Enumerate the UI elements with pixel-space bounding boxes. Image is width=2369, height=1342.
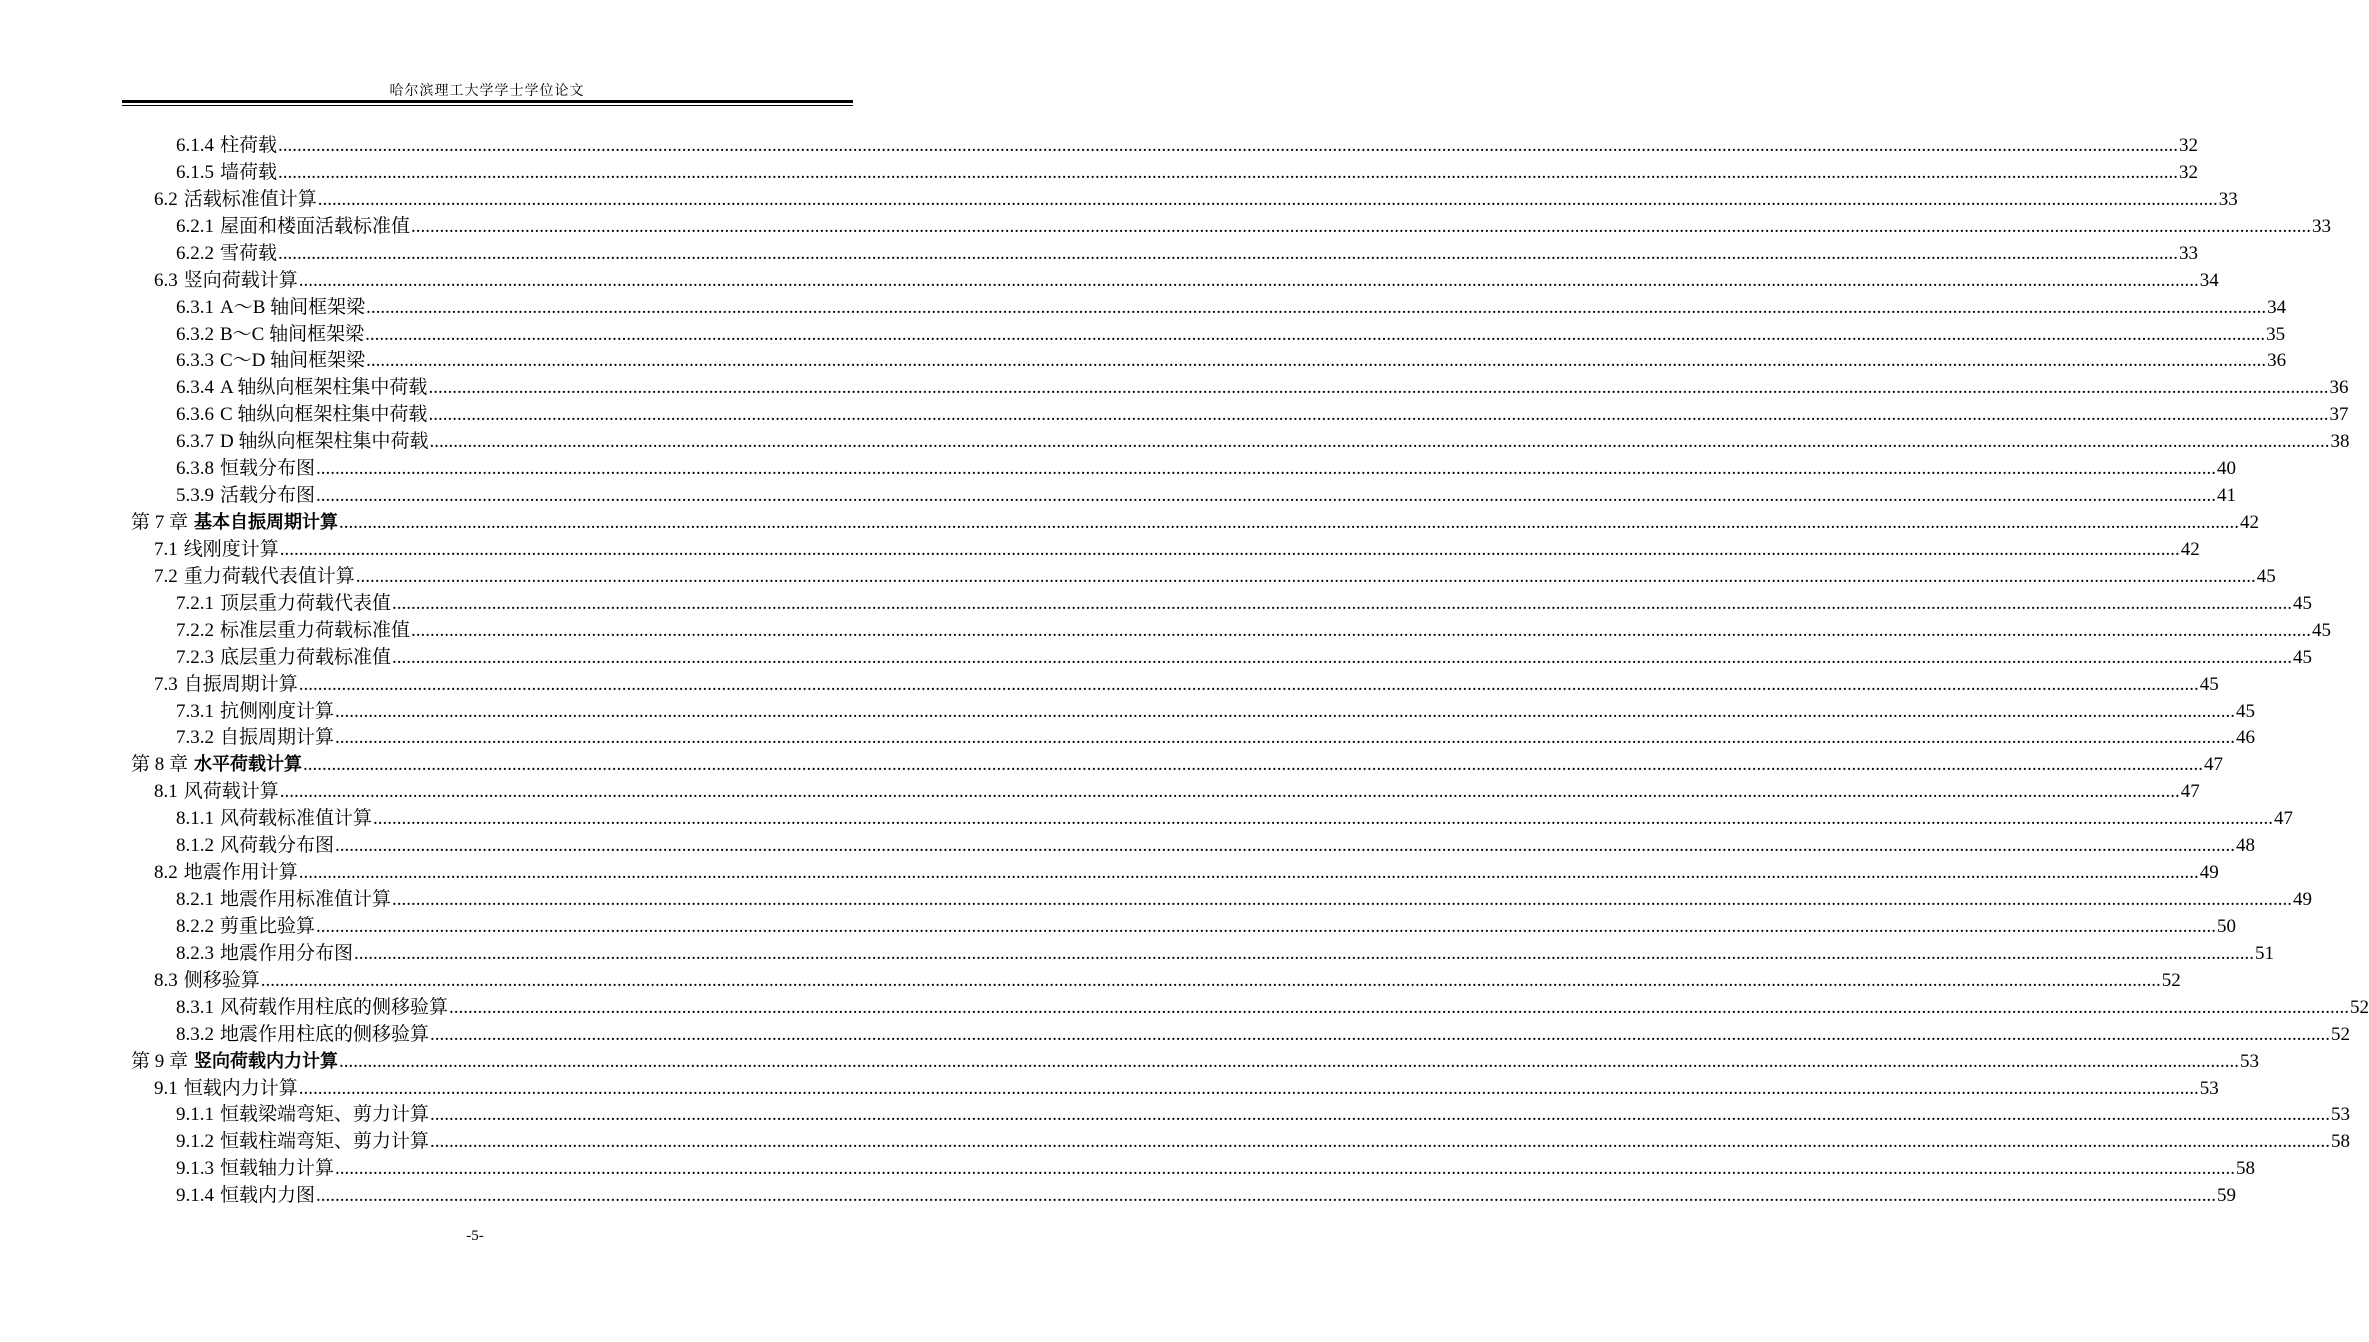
toc-entry-number: 7.3.2 xyxy=(176,727,214,749)
toc-entry-number: 7.3 xyxy=(154,673,178,695)
toc-entry-number: 6.3.7 xyxy=(176,431,214,453)
toc-dot-leader: ................................................................................................................................................................................................................................................................................................................................................................................................................ xyxy=(392,889,2293,911)
toc-entry-page: 45 xyxy=(2199,673,2219,695)
toc-entry-title: A～B 轴间框架梁 xyxy=(220,296,366,318)
toc-entry[interactable] xyxy=(0,294,2287,321)
toc-entry-label xyxy=(176,321,364,348)
toc-entry-page: 32 xyxy=(2179,161,2199,183)
toc-entry-label xyxy=(176,644,391,671)
toc-entry-page: 38 xyxy=(2330,431,2350,453)
toc-dot-leader: ................................................................................................................................................................................................................................................................................................................................................................................................................ xyxy=(335,727,2236,749)
toc-entry-title: 自振周期计算 xyxy=(183,673,298,695)
toc-entry-label xyxy=(176,805,372,832)
toc-entry-title: 标准层重力荷载标准值 xyxy=(220,619,411,641)
toc-entry-label xyxy=(176,1128,429,1155)
toc-dot-leader: ................................................................................................................................................................................................................................................................................................................................................................................................................ xyxy=(316,485,2217,507)
toc-entry-title: 地震作用分布图 xyxy=(220,942,354,964)
toc-dot-leader: ................................................................................................................................................................................................................................................................................................................................................................................................................ xyxy=(279,781,2180,803)
toc-entry-page: 45 xyxy=(2236,700,2256,722)
toc-dot-leader: ................................................................................................................................................................................................................................................................................................................................................................................................................ xyxy=(429,431,2330,453)
toc-dot-leader: ................................................................................................................................................................................................................................................................................................................................................................................................................ xyxy=(298,1077,2199,1099)
toc-entry[interactable] xyxy=(0,159,2199,186)
toc-entry-number: 第 9 章 xyxy=(131,1050,189,1072)
toc-dot-leader: ................................................................................................................................................................................................................................................................................................................................................................................................................ xyxy=(298,673,2199,695)
toc-entry-title: 恒载梁端弯矩、剪力计算 xyxy=(220,1104,430,1126)
toc-entry-number: 7.1 xyxy=(154,538,178,560)
toc-entry-title: B～C 轴间框架梁 xyxy=(220,323,365,345)
toc-entry-number: 6.3 xyxy=(154,269,178,291)
toc-entry-label xyxy=(176,240,277,267)
toc-entry-title: 重力荷载代表值计算 xyxy=(183,565,355,587)
toc-entry[interactable] xyxy=(0,859,2219,886)
toc-entry-number: 6.3.3 xyxy=(176,350,214,372)
toc-dot-leader: ................................................................................................................................................................................................................................................................................................................................................................................................................ xyxy=(366,296,2267,318)
toc-entry-title: 雪荷载 xyxy=(220,242,278,264)
toc-entry[interactable] xyxy=(0,1021,2351,1048)
toc-entry-number: 6.1.4 xyxy=(176,135,214,156)
toc-entry-label xyxy=(154,267,298,294)
toc-entry-title: 恒载柱端弯矩、剪力计算 xyxy=(220,1131,430,1153)
toc-entry-number: 8.2.1 xyxy=(176,889,214,911)
toc-entry-number: 7.2.1 xyxy=(176,592,214,614)
toc-entry-page: 58 xyxy=(2331,1131,2351,1153)
toc-entry-number: 第 7 章 xyxy=(131,512,189,534)
toc-entry-title: 活载分布图 xyxy=(220,485,316,507)
toc-entry-page: 47 xyxy=(2180,781,2200,803)
toc-entry-page: 35 xyxy=(2266,323,2286,345)
toc-entry-label xyxy=(176,913,315,940)
toc-entry-page: 40 xyxy=(2217,458,2237,480)
toc-entry-number: 9.1.4 xyxy=(176,1185,214,1207)
toc-entry-title: 自振周期计算 xyxy=(220,727,335,749)
toc-dot-leader: ................................................................................................................................................................................................................................................................................................................................................................................................................ xyxy=(339,1050,2240,1072)
toc-entry-label xyxy=(131,509,338,536)
toc-entry-number: 8.2 xyxy=(154,862,178,884)
toc-entry[interactable] xyxy=(0,186,2238,213)
toc-dot-leader: ................................................................................................................................................................................................................................................................................................................................................................................................................ xyxy=(317,188,2218,210)
toc-entry-title: 活载标准值计算 xyxy=(183,188,317,210)
toc-entry-page: 53 xyxy=(2240,1050,2260,1072)
toc-entry-page: 32 xyxy=(2179,135,2199,156)
toc-entry[interactable] xyxy=(0,698,2256,725)
toc-entry-label xyxy=(176,1155,334,1182)
toc-entry-number: 6.1.5 xyxy=(176,161,214,183)
toc-entry-number: 9.1.2 xyxy=(176,1131,214,1153)
toc-entry[interactable] xyxy=(0,509,2260,536)
toc-entry-label xyxy=(154,671,298,698)
toc-entry[interactable] xyxy=(0,967,2181,994)
toc-entry-title: 剪重比验算 xyxy=(220,915,316,937)
toc-dot-leader: ................................................................................................................................................................................................................................................................................................................................................................................................................ xyxy=(316,1185,2217,1207)
toc-entry-label xyxy=(176,886,391,913)
toc-dot-leader: ................................................................................................................................................................................................................................................................................................................................................................................................................ xyxy=(428,377,2329,399)
toc-entry-label xyxy=(176,455,315,482)
toc-dot-leader: ................................................................................................................................................................................................................................................................................................................................................................................................................ xyxy=(298,269,2199,291)
toc-entry-page: 41 xyxy=(2217,485,2237,507)
toc-entry-number: 6.2.1 xyxy=(176,215,214,237)
toc-entry-page: 51 xyxy=(2255,942,2275,964)
toc-entry-page: 52 xyxy=(2161,969,2181,991)
toc-entry[interactable] xyxy=(0,751,2224,778)
toc-dot-leader: ................................................................................................................................................................................................................................................................................................................................................................................................................ xyxy=(392,592,2293,614)
toc-entry-number: 7.3.1 xyxy=(176,700,214,722)
toc-entry-label xyxy=(176,1182,315,1209)
toc-entry-page: 36 xyxy=(2329,377,2349,399)
toc-entry-number: 8.1 xyxy=(154,781,178,803)
toc-entry-number: 9.1 xyxy=(154,1077,178,1099)
toc-entry-title: 水平荷载计算 xyxy=(194,754,303,776)
toc-entry-label xyxy=(176,132,277,159)
toc-entry-label xyxy=(176,590,391,617)
toc-entry-label xyxy=(176,994,448,1021)
toc-entry-page: 47 xyxy=(2204,754,2224,776)
toc-entry-title: 墙荷载 xyxy=(220,161,278,183)
toc-entry-number: 6.2 xyxy=(154,188,178,210)
toc-entry-page: 33 xyxy=(2312,215,2332,237)
toc-entry-number: 6.3.8 xyxy=(176,458,214,480)
toc-entry-title: 地震作用标准值计算 xyxy=(220,889,392,911)
toc-dot-leader: ................................................................................................................................................................................................................................................................................................................................................................................................................ xyxy=(335,835,2236,857)
toc-dot-leader: ................................................................................................................................................................................................................................................................................................................................................................................................................ xyxy=(298,862,2199,884)
toc-entry-page: 52 xyxy=(2331,1023,2351,1045)
toc-dot-leader: ................................................................................................................................................................................................................................................................................................................................................................................................................ xyxy=(260,969,2161,991)
toc-entry-label xyxy=(176,374,427,401)
toc-entry-page: 52 xyxy=(2350,996,2369,1018)
toc-entry[interactable] xyxy=(0,455,2237,482)
toc-entry-number: 6.3.2 xyxy=(176,323,214,345)
toc-entry-title: 屋面和楼面活载标准值 xyxy=(220,215,411,237)
toc-entry-page: 50 xyxy=(2217,915,2237,937)
toc-entry-number: 7.2.2 xyxy=(176,619,214,641)
toc-entry-page: 33 xyxy=(2218,188,2238,210)
toc-dot-leader: ................................................................................................................................................................................................................................................................................................................................................................................................................ xyxy=(316,915,2217,937)
toc-entry-page: 48 xyxy=(2236,835,2256,857)
toc-entry[interactable] xyxy=(0,401,2349,428)
toc-entry[interactable] xyxy=(0,482,2237,509)
toc-dot-leader: ................................................................................................................................................................................................................................................................................................................................................................................................................ xyxy=(365,323,2266,345)
toc-entry-page: 42 xyxy=(2240,512,2260,534)
toc-entry[interactable] xyxy=(0,1048,2260,1075)
toc-entry[interactable] xyxy=(0,132,2199,159)
toc-entry-page: 59 xyxy=(2217,1185,2237,1207)
toc-entry[interactable] xyxy=(0,240,2199,267)
toc-entry-label xyxy=(131,1048,338,1075)
toc-entry-title: 风荷载计算 xyxy=(183,781,279,803)
toc-dot-leader: ................................................................................................................................................................................................................................................................................................................................................................................................................ xyxy=(279,538,2180,560)
toc-entry-title: 恒载分布图 xyxy=(220,458,316,480)
toc-dot-leader: ................................................................................................................................................................................................................................................................................................................................................................................................................ xyxy=(278,161,2179,183)
toc-entry[interactable] xyxy=(0,428,2350,455)
toc-entry-title: 线刚度计算 xyxy=(183,538,279,560)
toc-entry-label xyxy=(154,859,298,886)
toc-dot-leader: ................................................................................................................................................................................................................................................................................................................................................................................................................ xyxy=(278,242,2179,264)
toc-dot-leader: ................................................................................................................................................................................................................................................................................................................................................................................................................ xyxy=(339,512,2240,534)
toc-entry-title: C～D 轴间框架梁 xyxy=(220,350,366,372)
header-rule-thin xyxy=(122,105,853,106)
toc-entry-number: 9.1.1 xyxy=(176,1104,214,1126)
toc-entry-title: 恒载内力图 xyxy=(220,1185,316,1207)
toc-entry[interactable] xyxy=(0,1075,2219,1102)
toc-entry-title: 侧移验算 xyxy=(183,969,260,991)
toc-entry-page: 36 xyxy=(2267,350,2287,372)
toc-entry[interactable] xyxy=(0,724,2256,751)
toc-entry[interactable] xyxy=(0,267,2219,294)
toc-dot-leader: ................................................................................................................................................................................................................................................................................................................................................................................................................ xyxy=(354,942,2255,964)
toc-entry-label xyxy=(176,482,315,509)
toc-entry-title: D 轴纵向框架柱集中荷载 xyxy=(220,431,429,453)
toc-entry[interactable] xyxy=(0,671,2219,698)
toc-entry[interactable] xyxy=(0,644,2313,671)
toc-entry-page: 45 xyxy=(2293,592,2313,614)
toc-entry-title: 竖向荷载计算 xyxy=(183,269,298,291)
toc-entry-title: 基本自振周期计算 xyxy=(194,512,339,534)
toc-entry-number: 7.2 xyxy=(154,565,178,587)
toc-entry-number: 7.2.3 xyxy=(176,646,214,668)
toc-dot-leader: ................................................................................................................................................................................................................................................................................................................................................................................................................ xyxy=(430,1023,2331,1045)
toc-entry-label xyxy=(176,617,410,644)
toc-dot-leader: ................................................................................................................................................................................................................................................................................................................................................................................................................ xyxy=(335,700,2236,722)
toc-entry-label xyxy=(154,967,260,994)
toc-entry-page: 42 xyxy=(2180,538,2200,560)
toc-entry[interactable] xyxy=(0,1101,2351,1128)
toc-entry[interactable] xyxy=(0,886,2313,913)
toc-entry-page: 33 xyxy=(2179,242,2199,264)
toc-entry-title: 风荷载分布图 xyxy=(220,835,335,857)
toc-entry-label xyxy=(176,347,365,374)
toc-entry-page: 37 xyxy=(2329,404,2349,426)
toc-entry-title: 恒载内力计算 xyxy=(183,1077,298,1099)
toc-entry-label xyxy=(154,186,317,213)
toc-entry[interactable] xyxy=(0,1182,2237,1209)
toc-entry-label xyxy=(154,1075,298,1102)
toc-entry-title: A 轴纵向框架柱集中荷载 xyxy=(220,377,428,399)
toc-entry-label xyxy=(176,428,428,455)
toc-entry-page: 53 xyxy=(2199,1077,2219,1099)
toc-entry-number: 8.1.2 xyxy=(176,835,214,857)
header-rule-thick xyxy=(122,100,853,103)
toc-dot-leader: ................................................................................................................................................................................................................................................................................................................................................................................................................ xyxy=(430,1104,2331,1126)
toc-entry-title: 柱荷载 xyxy=(220,135,278,156)
toc-entry-page: 46 xyxy=(2236,727,2256,749)
toc-entry-title: 恒载轴力计算 xyxy=(220,1158,335,1180)
toc-entry-label xyxy=(176,1101,429,1128)
toc-entry-page: 45 xyxy=(2293,646,2313,668)
toc-entry-title: 地震作用计算 xyxy=(183,862,298,884)
toc-dot-leader: ................................................................................................................................................................................................................................................................................................................................................................................................................ xyxy=(392,646,2293,668)
toc-dot-leader: ................................................................................................................................................................................................................................................................................................................................................................................................................ xyxy=(355,565,2256,587)
toc-entry-label xyxy=(176,698,334,725)
toc-dot-leader: ................................................................................................................................................................................................................................................................................................................................................................................................................ xyxy=(335,1158,2236,1180)
toc-entry-number: 第 8 章 xyxy=(131,754,189,776)
toc-entry-page: 58 xyxy=(2236,1158,2256,1180)
toc-entry[interactable] xyxy=(0,213,2332,240)
toc-entry[interactable] xyxy=(0,536,2200,563)
toc-entry[interactable] xyxy=(0,321,2286,348)
toc-entry-number: 8.2.3 xyxy=(176,942,214,964)
toc-entry-page: 49 xyxy=(2293,889,2313,911)
toc-entry[interactable] xyxy=(0,805,2294,832)
toc-entry[interactable] xyxy=(0,832,2256,859)
toc-entry-page: 49 xyxy=(2199,862,2219,884)
toc-entry-label xyxy=(131,751,302,778)
toc-entry-title: 风荷载标准值计算 xyxy=(220,808,373,830)
toc-entry-number: 5.3.9 xyxy=(176,485,214,507)
toc-entry-title: 底层重力荷载标准值 xyxy=(220,646,392,668)
toc-entry-title: 抗侧刚度计算 xyxy=(220,700,335,722)
toc-dot-leader: ................................................................................................................................................................................................................................................................................................................................................................................................................ xyxy=(366,350,2267,372)
toc-entry-label xyxy=(176,832,334,859)
toc-entry-title: 竖向荷载内力计算 xyxy=(194,1050,339,1072)
toc-entry-title: 地震作用柱底的侧移验算 xyxy=(220,1023,430,1045)
toc-entry-number: 6.2.2 xyxy=(176,242,214,264)
toc-entry-number: 6.3.4 xyxy=(176,377,214,399)
toc-entry[interactable] xyxy=(0,1155,2256,1182)
toc-dot-leader: ................................................................................................................................................................................................................................................................................................................................................................................................................ xyxy=(428,404,2329,426)
toc-entry-label xyxy=(176,724,334,751)
toc-entry-page: 45 xyxy=(2312,619,2332,641)
toc-entry[interactable] xyxy=(0,778,2200,805)
page-header-title: 哈尔滨理工大学学士学位论文 xyxy=(389,84,585,99)
toc-entry-label xyxy=(176,940,353,967)
toc-entry-label xyxy=(154,536,279,563)
toc-entry-page: 53 xyxy=(2331,1104,2351,1126)
toc-entry-page: 34 xyxy=(2267,296,2287,318)
toc-entry-title: 风荷载作用柱底的侧移验算 xyxy=(220,996,449,1018)
toc-entry[interactable] xyxy=(0,994,2369,1021)
toc-entry-label xyxy=(176,213,410,240)
toc-entry-label xyxy=(154,778,279,805)
toc-entry[interactable] xyxy=(0,563,2276,590)
toc-entry[interactable] xyxy=(0,913,2237,940)
toc-entry-label xyxy=(176,294,365,321)
toc-entry-number: 8.2.2 xyxy=(176,915,214,937)
toc-entry[interactable] xyxy=(0,617,2332,644)
toc-dot-leader: ................................................................................................................................................................................................................................................................................................................................................................................................................ xyxy=(449,996,2350,1018)
toc-entry-number: 8.1.1 xyxy=(176,808,214,830)
toc-dot-leader: ................................................................................................................................................................................................................................................................................................................................................................................................................ xyxy=(316,458,2217,480)
toc-entry-page: 47 xyxy=(2274,808,2294,830)
toc-dot-leader: ................................................................................................................................................................................................................................................................................................................................................................................................................ xyxy=(373,808,2274,830)
toc-entry-page: 34 xyxy=(2199,269,2219,291)
toc-entry-number: 8.3 xyxy=(154,969,178,991)
toc-dot-leader: ................................................................................................................................................................................................................................................................................................................................................................................................................ xyxy=(411,619,2312,641)
toc-entry[interactable] xyxy=(0,347,2287,374)
toc-entry-label xyxy=(154,563,355,590)
toc-entry-number: 8.3.2 xyxy=(176,1023,214,1045)
toc-entry-number: 8.3.1 xyxy=(176,996,214,1018)
toc-entry-label xyxy=(176,1021,429,1048)
toc-entry-title: C 轴纵向框架柱集中荷载 xyxy=(220,404,428,426)
toc-entry[interactable] xyxy=(0,1128,2351,1155)
toc-entry-page: 45 xyxy=(2256,565,2276,587)
toc-dot-leader: ................................................................................................................................................................................................................................................................................................................................................................................................................ xyxy=(278,135,2179,156)
toc-entry-number: 9.1.3 xyxy=(176,1158,214,1180)
page-number: -5- xyxy=(466,1228,484,1244)
toc-entry-number: 6.3.6 xyxy=(176,404,214,426)
toc-entry-number: 6.3.1 xyxy=(176,296,214,318)
toc-entry-label xyxy=(176,159,277,186)
toc-entry[interactable] xyxy=(0,590,2313,617)
toc-dot-leader: ................................................................................................................................................................................................................................................................................................................................................................................................................ xyxy=(411,215,2312,237)
toc-dot-leader: ................................................................................................................................................................................................................................................................................................................................................................................................................ xyxy=(430,1131,2331,1153)
toc-dot-leader: ................................................................................................................................................................................................................................................................................................................................................................................................................ xyxy=(303,754,2204,776)
toc-entry[interactable] xyxy=(0,940,2275,967)
toc-entry[interactable] xyxy=(0,374,2349,401)
toc-entry-label xyxy=(176,401,427,428)
toc-entry-title: 顶层重力荷载代表值 xyxy=(220,592,392,614)
